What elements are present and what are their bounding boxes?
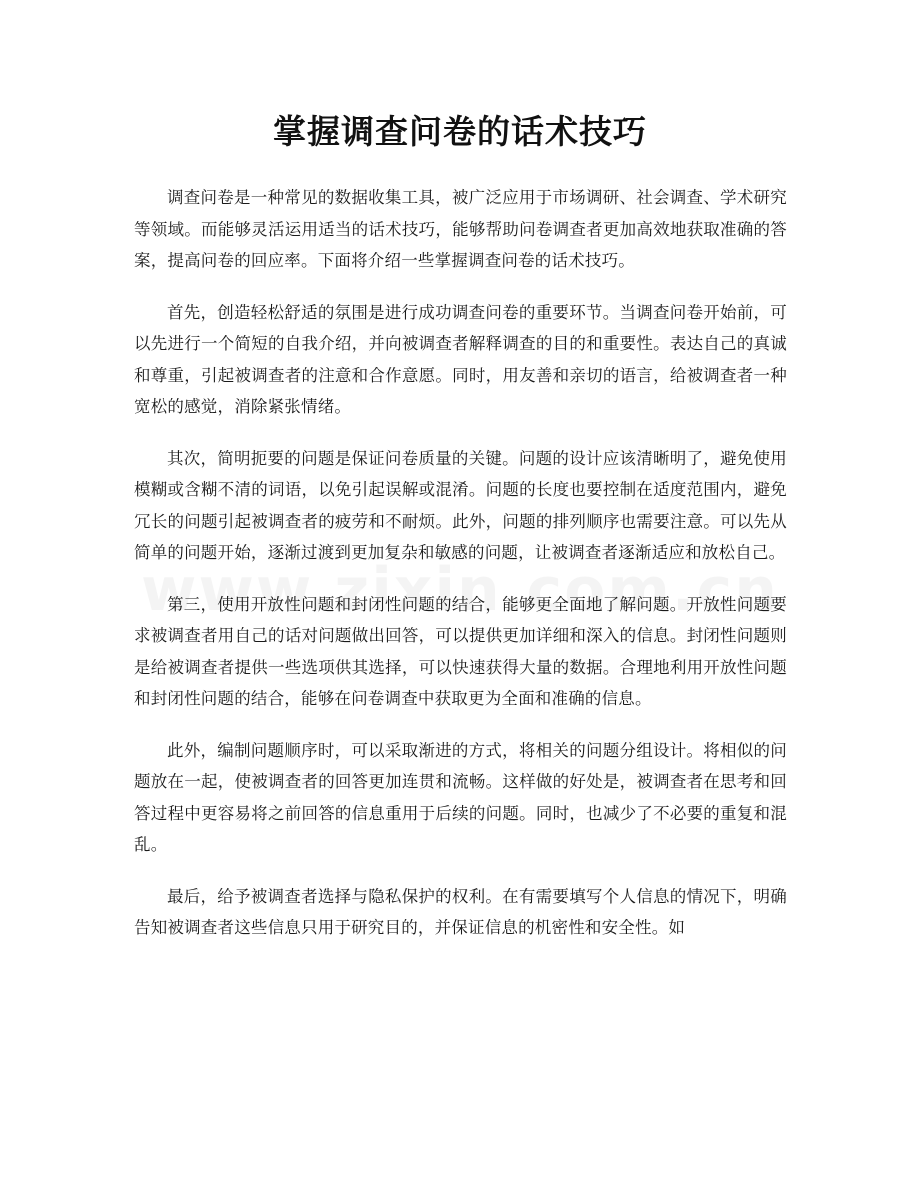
paragraph-additionally: 此外，编制问题顺序时，可以采取渐进的方式，将相关的问题分组设计。将相似的问题放在一起，使被调查者的回答更加连贯和流畅。这样做的好处是，被调查者在思考和回答过程中更容易将之前回答的信息重用于后续的问题。同时，也减少了不必要的重复和混乱。 xyxy=(134,740,787,854)
page-title: 掌握调查问卷的话术技巧 xyxy=(273,112,647,151)
paragraph-intro: 调查问卷是一种常见的数据收集工具，被广泛应用于市场调研、社会调查、学术研究等领域。而能够灵活运用适当的话术技巧，能够帮助问卷调查者更加高效地获取准确的答案，提高问卷的回应率。下面将介绍一些掌握调查问卷的话术技巧。 xyxy=(134,188,787,270)
paragraph-third: 第三，使用开放性问题和封闭性问题的结合，能够更全面地了解问题。开放性问题要求被调查者用自己的话对问题做出回答，可以提供更加详细和深入的信息。封闭性问题则是给被调查者提供一些选项供其选择，可以快速获得大量的数据。合理地利用开放性问题和封闭性问题的结合，能够在问卷调查中获取更为全面和准确的信息。 xyxy=(134,594,787,708)
paragraph-finally: 最后，给予被调查者选择与隐私保护的权利。在有需要填写个人信息的情况下，明确告知被调查者这些信息只用于研究目的，并保证信息的机密性和安全性。如 xyxy=(134,886,787,937)
document-body xyxy=(134,182,787,964)
paragraph-first: 首先，创造轻松舒适的氛围是进行成功调查问卷的重要环节。当调查问卷开始前，可以先进行一个简短的自我介绍，并向被调查者解释调查的目的和重要性。表达自己的真诚和尊重，引起被调查者的注意和合作意愿。同时，用友善和亲切的语言，给被调查者一种宽松的感觉，消除紧张情绪。 xyxy=(134,302,787,416)
paragraph-second: 其次，简明扼要的问题是保证问卷质量的关键。问题的设计应该清晰明了，避免使用模糊或含糊不清的词语，以免引起误解或混淆。问题的长度也要控制在适度范围内，避免冗长的问题引起被调查者的疲劳和不耐烦。此外，问题的排列顺序也需要注意。可以先从简单的问题开始，逐渐过渡到更加复杂和敏感的问题，让被调查者逐渐适应和放松自己。 xyxy=(134,448,787,562)
